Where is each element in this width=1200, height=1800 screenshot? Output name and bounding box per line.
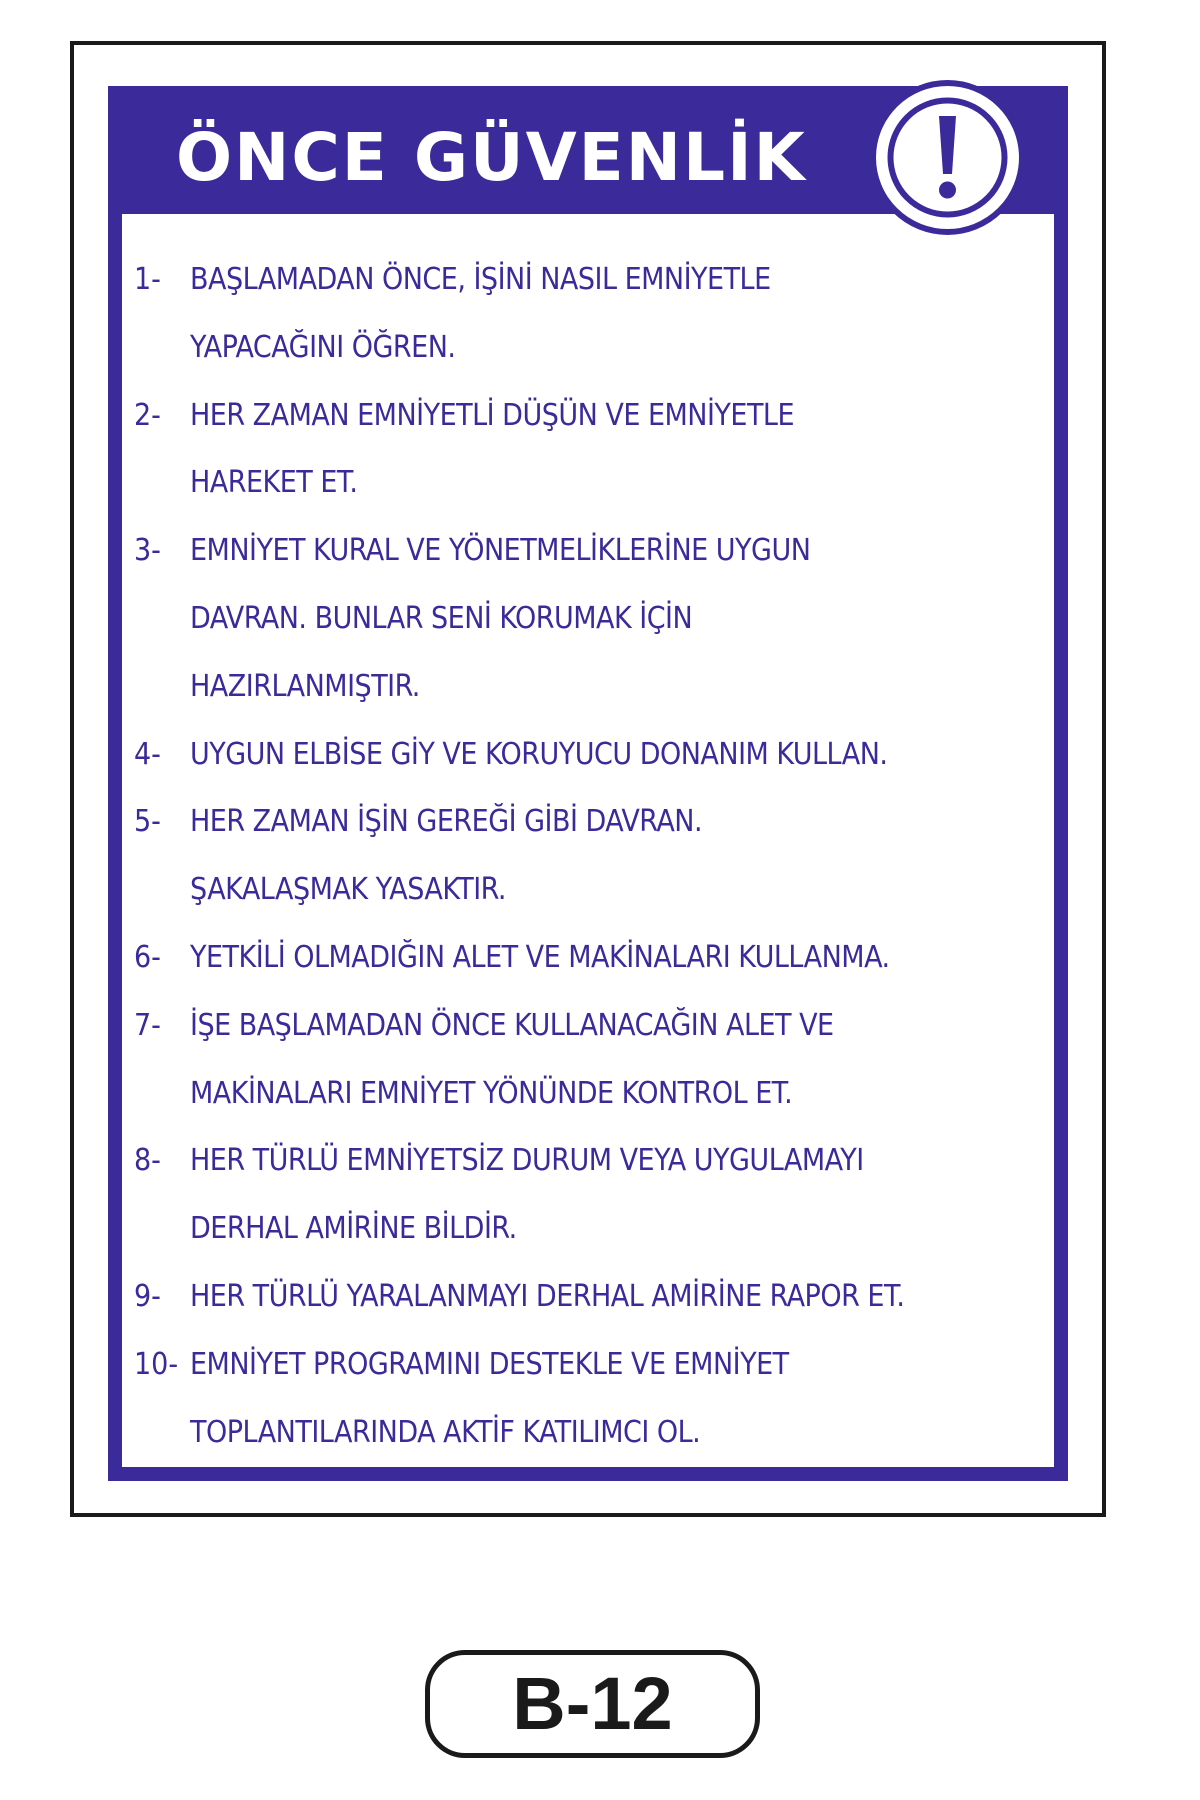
rule-item — [122, 992, 1054, 1128]
rule-text-line: TOPLANTILARINDA AKTİF KATILIMCI OL. — [190, 1414, 701, 1450]
rule-item — [122, 517, 1054, 720]
rule-text — [190, 924, 1054, 992]
rule-text-line: HAREKET ET. — [190, 465, 358, 501]
rule-text-line: UYGUN ELBİSE GİY VE KORUYUCU DONANIM KULLAN. — [190, 736, 888, 772]
rule-text — [190, 788, 1054, 924]
rule-item — [122, 246, 1054, 382]
rule-number: 2- — [134, 397, 161, 433]
rules-list — [122, 246, 1054, 1466]
rule-text-line: YETKİLİ OLMADIĞIN ALET VE MAKİNALARI KULLANMA. — [190, 939, 890, 975]
rule-number: 9- — [134, 1278, 161, 1314]
rule-text-line: HER TÜRLÜ EMNİYETSİZ DURUM VEYA UYGULAMAYI — [190, 1143, 864, 1179]
rule-number: 6- — [134, 939, 161, 975]
rule-text — [190, 1127, 1054, 1263]
rule-item — [122, 924, 1054, 992]
rule-number: 5- — [134, 804, 161, 840]
rule-item — [122, 1127, 1054, 1263]
exclamation-icon — [870, 80, 1025, 235]
rule-item — [122, 721, 1054, 789]
rule-item — [122, 382, 1054, 518]
rule-item — [122, 1263, 1054, 1331]
rule-number: 4- — [134, 736, 161, 772]
rule-text-line: EMNİYET PROGRAMINI DESTEKLE VE EMNİYET — [190, 1346, 789, 1382]
rule-text-line: DAVRAN. BUNLAR SENİ KORUMAK İÇİN — [190, 600, 693, 636]
rule-number: 1- — [134, 262, 161, 297]
rule-text-line: HAZIRLANMIŞTIR. — [190, 668, 420, 704]
rule-item — [122, 1331, 1054, 1467]
rule-text — [190, 1263, 1054, 1331]
rule-number: 10- — [134, 1346, 179, 1382]
rule-text-line: YAPACAĞINI ÖĞREN. — [190, 329, 456, 365]
rule-text-line: MAKİNALARI EMNİYET YÖNÜNDE KONTROL ET. — [190, 1075, 793, 1111]
rule-text — [190, 992, 1054, 1128]
rule-text — [190, 721, 1054, 789]
exclamation-icon-graphic — [876, 86, 1019, 229]
rule-text-line: EMNİYET KURAL VE YÖNETMELİKLERİNE UYGUN — [190, 533, 811, 569]
rule-text-line: HER TÜRLÜ YARALANMAYI DERHAL AMİRİNE RAPOR ET. — [190, 1278, 905, 1314]
rule-number: 8- — [134, 1143, 161, 1179]
rule-text-line: HER ZAMAN İŞİN GEREĞİ GİBİ DAVRAN. — [190, 804, 703, 840]
rule-text — [190, 1331, 1054, 1467]
rule-text-line: ŞAKALAŞMAK YASAKTIR. — [190, 872, 506, 908]
rule-text — [190, 382, 1054, 518]
rule-text-line: HER ZAMAN EMNİYETLİ DÜŞÜN VE EMNİYETLE — [190, 397, 795, 433]
rule-number: 7- — [134, 1007, 161, 1043]
sign-title: ÖNCE GÜVENLİK — [176, 119, 807, 196]
rule-number: 3- — [134, 533, 161, 569]
product-code-badge: B-12 — [425, 1650, 760, 1758]
rule-text — [190, 517, 1054, 720]
rule-text-line: DERHAL AMİRİNE BİLDİR. — [190, 1211, 517, 1247]
rule-text-line: BAŞLAMADAN ÖNCE, İŞİNİ NASIL EMNİYETLE — [190, 262, 771, 297]
safety-sign — [108, 86, 1068, 1481]
rule-item — [122, 788, 1054, 924]
rule-text-line: İŞE BAŞLAMADAN ÖNCE KULLANACAĞIN ALET VE — [190, 1007, 834, 1043]
rule-text — [190, 246, 1054, 382]
